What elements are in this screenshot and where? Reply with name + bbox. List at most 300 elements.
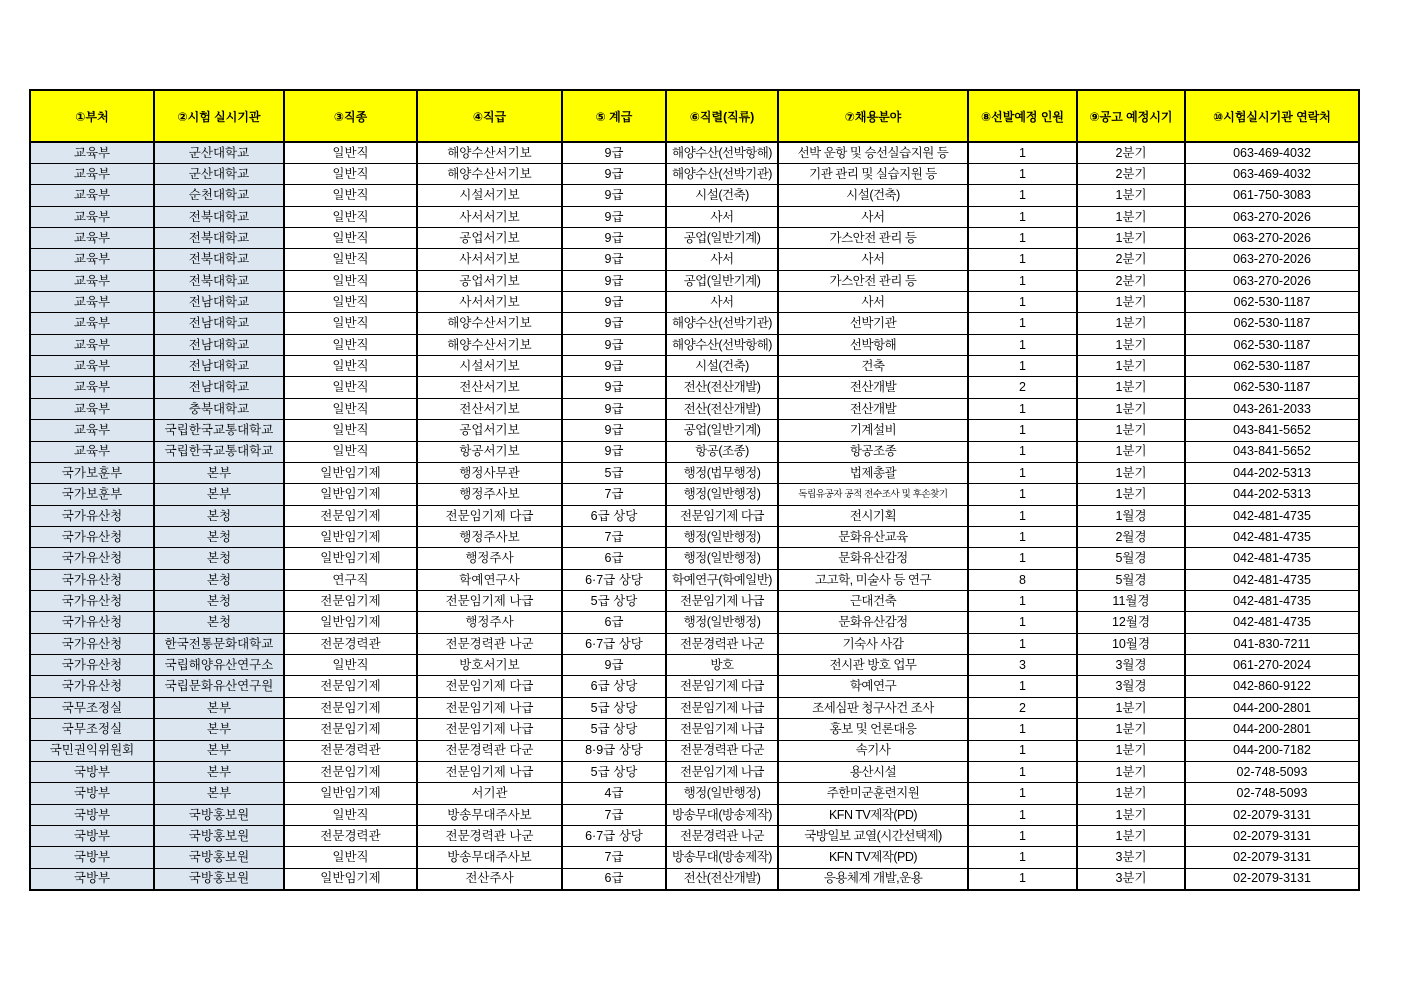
job-rank-cell: 시설서기보: [417, 356, 562, 377]
institution-cell: 군산대학교: [154, 163, 284, 184]
ministry-cell: 국방부: [30, 868, 154, 889]
headcount-cell: 2: [968, 377, 1077, 398]
column-header: ⑧선발예정 인원: [968, 90, 1077, 142]
announcement-timing-cell: 2분기: [1077, 270, 1185, 291]
announcement-timing-cell: 1분기: [1077, 206, 1185, 227]
job-series-cell: 공업(일반기계): [666, 270, 778, 291]
column-header: ⑩시험실시기관 연락처: [1185, 90, 1359, 142]
institution-cell: 전북대학교: [154, 249, 284, 270]
recruitment-field-cell: 사서: [778, 249, 968, 270]
job-type-cell: 일반직: [284, 804, 417, 825]
contact-cell: 02-2079-3131: [1185, 804, 1359, 825]
headcount-cell: 1: [968, 334, 1077, 355]
job-series-cell: 전문경력관 다군: [666, 740, 778, 761]
headcount-cell: 1: [968, 484, 1077, 505]
job-series-cell: 전산(전산개발): [666, 398, 778, 419]
contact-cell: 062-530-1187: [1185, 377, 1359, 398]
institution-cell: 본부: [154, 484, 284, 505]
grade-cell: 6·7급 상당: [562, 569, 666, 590]
job-type-cell: 일반직: [284, 441, 417, 462]
grade-cell: 6·7급 상당: [562, 826, 666, 847]
recruitment-field-cell: 응용체계 개발,운용: [778, 868, 968, 889]
table-row: [30, 441, 1359, 462]
ministry-cell: 국가유산청: [30, 676, 154, 697]
job-type-cell: 일반직: [284, 270, 417, 291]
institution-cell: 본청: [154, 548, 284, 569]
headcount-cell: 1: [968, 462, 1077, 483]
headcount-cell: 1: [968, 356, 1077, 377]
contact-cell: 063-270-2026: [1185, 227, 1359, 248]
headcount-cell: 1: [968, 292, 1077, 313]
job-rank-cell: 사서서기보: [417, 249, 562, 270]
institution-cell: 본청: [154, 569, 284, 590]
table-row: [30, 655, 1359, 676]
job-rank-cell: 방호서기보: [417, 655, 562, 676]
job-type-cell: 전문임기제: [284, 697, 417, 718]
ministry-cell: 교육부: [30, 420, 154, 441]
ministry-cell: 교육부: [30, 292, 154, 313]
headcount-cell: 1: [968, 847, 1077, 868]
recruitment-field-cell: 가스안전 관리 등: [778, 227, 968, 248]
job-type-cell: 전문경력관: [284, 633, 417, 654]
job-rank-cell: 전문경력관 다군: [417, 740, 562, 761]
job-type-cell: 일반직: [284, 398, 417, 419]
job-series-cell: 사서: [666, 292, 778, 313]
headcount-cell: 3: [968, 655, 1077, 676]
job-type-cell: 일반임기제: [284, 783, 417, 804]
grade-cell: 6급 상당: [562, 676, 666, 697]
recruitment-field-cell: 문화유산감정: [778, 548, 968, 569]
announcement-timing-cell: 5월경: [1077, 548, 1185, 569]
grade-cell: 7급: [562, 804, 666, 825]
table-row: [30, 719, 1359, 740]
recruitment-field-cell: 학예연구: [778, 676, 968, 697]
job-series-cell: 전문임기제 나급: [666, 697, 778, 718]
announcement-timing-cell: 1분기: [1077, 804, 1185, 825]
column-header: ⑥직렬(직류): [666, 90, 778, 142]
recruitment-field-cell: 문화유산교육: [778, 526, 968, 547]
announcement-timing-cell: 3월경: [1077, 655, 1185, 676]
grade-cell: 8·9급 상당: [562, 740, 666, 761]
job-rank-cell: 전문임기제 다급: [417, 676, 562, 697]
contact-cell: 02-748-5093: [1185, 761, 1359, 782]
job-rank-cell: 전문임기제 나급: [417, 591, 562, 612]
table-row: [30, 292, 1359, 313]
headcount-cell: 1: [968, 591, 1077, 612]
table-row: [30, 847, 1359, 868]
job-type-cell: 일반임기제: [284, 612, 417, 633]
institution-cell: 전북대학교: [154, 206, 284, 227]
ministry-cell: 교육부: [30, 398, 154, 419]
job-rank-cell: 전문임기제 나급: [417, 697, 562, 718]
headcount-cell: 1: [968, 398, 1077, 419]
job-type-cell: 일반직: [284, 313, 417, 334]
job-series-cell: 공업(일반기계): [666, 227, 778, 248]
ministry-cell: 교육부: [30, 142, 154, 163]
job-rank-cell: 행정주사보: [417, 484, 562, 505]
job-rank-cell: 전문임기제 나급: [417, 761, 562, 782]
headcount-cell: 1: [968, 804, 1077, 825]
grade-cell: 5급 상당: [562, 719, 666, 740]
grade-cell: 9급: [562, 655, 666, 676]
announcement-timing-cell: 1분기: [1077, 377, 1185, 398]
job-series-cell: 전문임기제 다급: [666, 505, 778, 526]
job-series-cell: 전문경력관 나군: [666, 633, 778, 654]
recruitment-field-cell: 기숙사 사감: [778, 633, 968, 654]
job-rank-cell: 전산서기보: [417, 377, 562, 398]
contact-cell: 063-270-2026: [1185, 270, 1359, 291]
ministry-cell: 교육부: [30, 163, 154, 184]
headcount-cell: 1: [968, 633, 1077, 654]
announcement-timing-cell: 5월경: [1077, 569, 1185, 590]
recruitment-field-cell: 전산개발: [778, 377, 968, 398]
job-rank-cell: 사서서기보: [417, 292, 562, 313]
contact-cell: 042-481-4735: [1185, 612, 1359, 633]
table-row: [30, 569, 1359, 590]
grade-cell: 9급: [562, 206, 666, 227]
job-series-cell: 전문경력관 나군: [666, 826, 778, 847]
table-row: [30, 206, 1359, 227]
job-series-cell: 행정(일반행정): [666, 526, 778, 547]
headcount-cell: 2: [968, 697, 1077, 718]
contact-cell: 061-270-2024: [1185, 655, 1359, 676]
header-row: [30, 90, 1359, 142]
headcount-cell: 1: [968, 313, 1077, 334]
job-rank-cell: 공업서기보: [417, 227, 562, 248]
grade-cell: 9급: [562, 185, 666, 206]
table-row: [30, 484, 1359, 505]
job-rank-cell: 학예연구사: [417, 569, 562, 590]
announcement-timing-cell: 10월경: [1077, 633, 1185, 654]
table-row: [30, 377, 1359, 398]
job-rank-cell: 행정주사보: [417, 526, 562, 547]
column-header: ⑨공고 예정시기: [1077, 90, 1185, 142]
announcement-timing-cell: 1분기: [1077, 398, 1185, 419]
job-series-cell: 방송무대(방송제작): [666, 847, 778, 868]
recruitment-field-cell: 건축: [778, 356, 968, 377]
ministry-cell: 교육부: [30, 334, 154, 355]
table-row: [30, 740, 1359, 761]
table-body: [30, 142, 1359, 890]
ministry-cell: 교육부: [30, 356, 154, 377]
ministry-cell: 교육부: [30, 313, 154, 334]
job-series-cell: 해양수산(선박기관): [666, 163, 778, 184]
job-rank-cell: 공업서기보: [417, 270, 562, 291]
recruitment-field-cell: 시설(건축): [778, 185, 968, 206]
recruitment-field-cell: 독립유공자 공적 전수조사 및 후손찾기: [778, 484, 968, 505]
job-type-cell: 연구직: [284, 569, 417, 590]
job-type-cell: 일반직: [284, 655, 417, 676]
institution-cell: 본청: [154, 505, 284, 526]
recruitment-field-cell: KFN TV제작(PD): [778, 804, 968, 825]
ministry-cell: 교육부: [30, 249, 154, 270]
ministry-cell: 국가보훈부: [30, 484, 154, 505]
announcement-timing-cell: 3분기: [1077, 847, 1185, 868]
contact-cell: 02-2079-3131: [1185, 868, 1359, 889]
job-series-cell: 해양수산(선박항해): [666, 142, 778, 163]
recruitment-field-cell: 사서: [778, 292, 968, 313]
ministry-cell: 국민권익위원회: [30, 740, 154, 761]
job-rank-cell: 전문임기제 나급: [417, 719, 562, 740]
headcount-cell: 1: [968, 826, 1077, 847]
institution-cell: 국립문화유산연구원: [154, 676, 284, 697]
headcount-cell: 1: [968, 783, 1077, 804]
job-type-cell: 전문임기제: [284, 761, 417, 782]
recruitment-field-cell: 주한미군훈련지원: [778, 783, 968, 804]
contact-cell: 044-200-2801: [1185, 697, 1359, 718]
ministry-cell: 국무조정실: [30, 697, 154, 718]
ministry-cell: 국가유산청: [30, 505, 154, 526]
ministry-cell: 국무조정실: [30, 719, 154, 740]
recruitment-field-cell: 항공조종: [778, 441, 968, 462]
job-rank-cell: 사서서기보: [417, 206, 562, 227]
grade-cell: 9급: [562, 441, 666, 462]
grade-cell: 5급 상당: [562, 591, 666, 612]
grade-cell: 5급 상당: [562, 761, 666, 782]
institution-cell: 본부: [154, 719, 284, 740]
grade-cell: 9급: [562, 313, 666, 334]
announcement-timing-cell: 1분기: [1077, 719, 1185, 740]
institution-cell: 전남대학교: [154, 334, 284, 355]
ministry-cell: 국방부: [30, 783, 154, 804]
table-row: [30, 334, 1359, 355]
column-header: ②시험 실시기관: [154, 90, 284, 142]
headcount-cell: 1: [968, 420, 1077, 441]
job-rank-cell: 시설서기보: [417, 185, 562, 206]
job-type-cell: 일반직: [284, 847, 417, 868]
job-series-cell: 사서: [666, 206, 778, 227]
ministry-cell: 국가유산청: [30, 591, 154, 612]
grade-cell: 5급 상당: [562, 697, 666, 718]
job-series-cell: 행정(일반행정): [666, 612, 778, 633]
institution-cell: 본청: [154, 612, 284, 633]
institution-cell: 본부: [154, 783, 284, 804]
headcount-cell: 1: [968, 270, 1077, 291]
job-type-cell: 일반직: [284, 377, 417, 398]
institution-cell: 순천대학교: [154, 185, 284, 206]
institution-cell: 국립해양유산연구소: [154, 655, 284, 676]
ministry-cell: 국가유산청: [30, 569, 154, 590]
grade-cell: 6급: [562, 612, 666, 633]
recruitment-plan-table: [29, 89, 1360, 891]
job-rank-cell: 방송무대주사보: [417, 847, 562, 868]
headcount-cell: 1: [968, 441, 1077, 462]
institution-cell: 본부: [154, 462, 284, 483]
job-series-cell: 항공(조종): [666, 441, 778, 462]
job-series-cell: 행정(법무행정): [666, 462, 778, 483]
announcement-timing-cell: 1분기: [1077, 185, 1185, 206]
institution-cell: 본청: [154, 526, 284, 547]
headcount-cell: 1: [968, 740, 1077, 761]
announcement-timing-cell: 1분기: [1077, 484, 1185, 505]
headcount-cell: 1: [968, 676, 1077, 697]
job-type-cell: 일반직: [284, 249, 417, 270]
headcount-cell: 1: [968, 227, 1077, 248]
job-series-cell: 전문임기제 나급: [666, 591, 778, 612]
grade-cell: 7급: [562, 526, 666, 547]
job-rank-cell: 전문경력관 나군: [417, 633, 562, 654]
job-type-cell: 전문임기제: [284, 676, 417, 697]
headcount-cell: 1: [968, 185, 1077, 206]
institution-cell: 본부: [154, 697, 284, 718]
column-header: ③직종: [284, 90, 417, 142]
job-rank-cell: 행정사무관: [417, 462, 562, 483]
grade-cell: 7급: [562, 847, 666, 868]
headcount-cell: 1: [968, 142, 1077, 163]
table-row: [30, 697, 1359, 718]
job-rank-cell: 해양수산서기보: [417, 334, 562, 355]
recruitment-field-cell: KFN TV제작(PD): [778, 847, 968, 868]
announcement-timing-cell: 1분기: [1077, 334, 1185, 355]
ministry-cell: 교육부: [30, 206, 154, 227]
job-rank-cell: 전문경력관 나군: [417, 826, 562, 847]
contact-cell: 062-530-1187: [1185, 313, 1359, 334]
grade-cell: 6급: [562, 868, 666, 889]
contact-cell: 063-270-2026: [1185, 249, 1359, 270]
job-series-cell: 전산(전산개발): [666, 377, 778, 398]
table-row: [30, 142, 1359, 163]
table-row: [30, 249, 1359, 270]
contact-cell: 043-261-2033: [1185, 398, 1359, 419]
announcement-timing-cell: 1분기: [1077, 441, 1185, 462]
job-rank-cell: 전산서기보: [417, 398, 562, 419]
grade-cell: 6급 상당: [562, 505, 666, 526]
job-series-cell: 전문임기제 나급: [666, 761, 778, 782]
headcount-cell: 1: [968, 249, 1077, 270]
contact-cell: 02-2079-3131: [1185, 847, 1359, 868]
grade-cell: 9급: [562, 249, 666, 270]
contact-cell: 02-748-5093: [1185, 783, 1359, 804]
job-rank-cell: 행정주사: [417, 548, 562, 569]
job-type-cell: 일반임기제: [284, 526, 417, 547]
recruitment-field-cell: 사서: [778, 206, 968, 227]
institution-cell: 전남대학교: [154, 313, 284, 334]
recruitment-field-cell: 선박기관: [778, 313, 968, 334]
table-row: [30, 783, 1359, 804]
grade-cell: 9급: [562, 270, 666, 291]
institution-cell: 본부: [154, 740, 284, 761]
headcount-cell: 1: [968, 526, 1077, 547]
announcement-timing-cell: 1분기: [1077, 761, 1185, 782]
institution-cell: 국방홍보원: [154, 826, 284, 847]
recruitment-field-cell: 전시관 방호 업무: [778, 655, 968, 676]
contact-cell: 042-481-4735: [1185, 591, 1359, 612]
grade-cell: 6급: [562, 548, 666, 569]
institution-cell: 국방홍보원: [154, 868, 284, 889]
headcount-cell: 1: [968, 612, 1077, 633]
job-type-cell: 일반직: [284, 356, 417, 377]
institution-cell: 전북대학교: [154, 227, 284, 248]
contact-cell: 042-860-9122: [1185, 676, 1359, 697]
table-row: [30, 313, 1359, 334]
job-rank-cell: 해양수산서기보: [417, 142, 562, 163]
recruitment-field-cell: 기관 관리 및 실습지원 등: [778, 163, 968, 184]
institution-cell: 한국전통문화대학교: [154, 633, 284, 654]
contact-cell: 063-469-4032: [1185, 163, 1359, 184]
announcement-timing-cell: 2월경: [1077, 526, 1185, 547]
announcement-timing-cell: 1분기: [1077, 292, 1185, 313]
institution-cell: 전남대학교: [154, 377, 284, 398]
job-type-cell: 전문임기제: [284, 591, 417, 612]
job-series-cell: 해양수산(선박기관): [666, 313, 778, 334]
grade-cell: 4급: [562, 783, 666, 804]
headcount-cell: 1: [968, 548, 1077, 569]
column-header: ⑤ 계급: [562, 90, 666, 142]
institution-cell: 국방홍보원: [154, 847, 284, 868]
ministry-cell: 국방부: [30, 826, 154, 847]
table-row: [30, 163, 1359, 184]
job-rank-cell: 전문임기제 다급: [417, 505, 562, 526]
announcement-timing-cell: 2분기: [1077, 163, 1185, 184]
contact-cell: 061-750-3083: [1185, 185, 1359, 206]
ministry-cell: 국방부: [30, 761, 154, 782]
contact-cell: 042-481-4735: [1185, 569, 1359, 590]
table-row: [30, 227, 1359, 248]
job-type-cell: 일반임기제: [284, 868, 417, 889]
recruitment-field-cell: 용산시설: [778, 761, 968, 782]
contact-cell: 044-200-7182: [1185, 740, 1359, 761]
institution-cell: 국방홍보원: [154, 804, 284, 825]
job-series-cell: 전문임기제 나급: [666, 719, 778, 740]
institution-cell: 본부: [154, 761, 284, 782]
job-type-cell: 전문임기제: [284, 505, 417, 526]
job-series-cell: 행정(일반행정): [666, 783, 778, 804]
institution-cell: 국립한국교통대학교: [154, 420, 284, 441]
table-row: [30, 526, 1359, 547]
contact-cell: 042-481-4735: [1185, 526, 1359, 547]
announcement-timing-cell: 1분기: [1077, 356, 1185, 377]
institution-cell: 전남대학교: [154, 356, 284, 377]
job-series-cell: 해양수산(선박항해): [666, 334, 778, 355]
announcement-timing-cell: 3분기: [1077, 868, 1185, 889]
job-series-cell: 시설(건축): [666, 356, 778, 377]
job-series-cell: 학예연구(학예일반): [666, 569, 778, 590]
table-row: [30, 868, 1359, 889]
recruitment-field-cell: 법제총괄: [778, 462, 968, 483]
grade-cell: 9급: [562, 142, 666, 163]
grade-cell: 9급: [562, 377, 666, 398]
column-header: ④직급: [417, 90, 562, 142]
grade-cell: 9급: [562, 420, 666, 441]
table-row: [30, 505, 1359, 526]
recruitment-field-cell: 기계설비: [778, 420, 968, 441]
table-row: [30, 356, 1359, 377]
ministry-cell: 국가유산청: [30, 633, 154, 654]
contact-cell: 062-530-1187: [1185, 334, 1359, 355]
table-row: [30, 676, 1359, 697]
grade-cell: 5급: [562, 462, 666, 483]
job-type-cell: 일반직: [284, 142, 417, 163]
institution-cell: 전남대학교: [154, 292, 284, 313]
institution-cell: 본청: [154, 591, 284, 612]
table-row: [30, 398, 1359, 419]
table-row: [30, 420, 1359, 441]
ministry-cell: 교육부: [30, 185, 154, 206]
institution-cell: 충북대학교: [154, 398, 284, 419]
announcement-timing-cell: 1분기: [1077, 826, 1185, 847]
announcement-timing-cell: 1분기: [1077, 783, 1185, 804]
job-series-cell: 전산(전산개발): [666, 868, 778, 889]
announcement-timing-cell: 11월경: [1077, 591, 1185, 612]
table-row: [30, 633, 1359, 654]
headcount-cell: 1: [968, 719, 1077, 740]
recruitment-field-cell: 전산개발: [778, 398, 968, 419]
announcement-timing-cell: 1분기: [1077, 313, 1185, 334]
contact-cell: 044-202-5313: [1185, 462, 1359, 483]
job-rank-cell: 해양수산서기보: [417, 163, 562, 184]
contact-cell: 041-830-7211: [1185, 633, 1359, 654]
contact-cell: 063-469-4032: [1185, 142, 1359, 163]
